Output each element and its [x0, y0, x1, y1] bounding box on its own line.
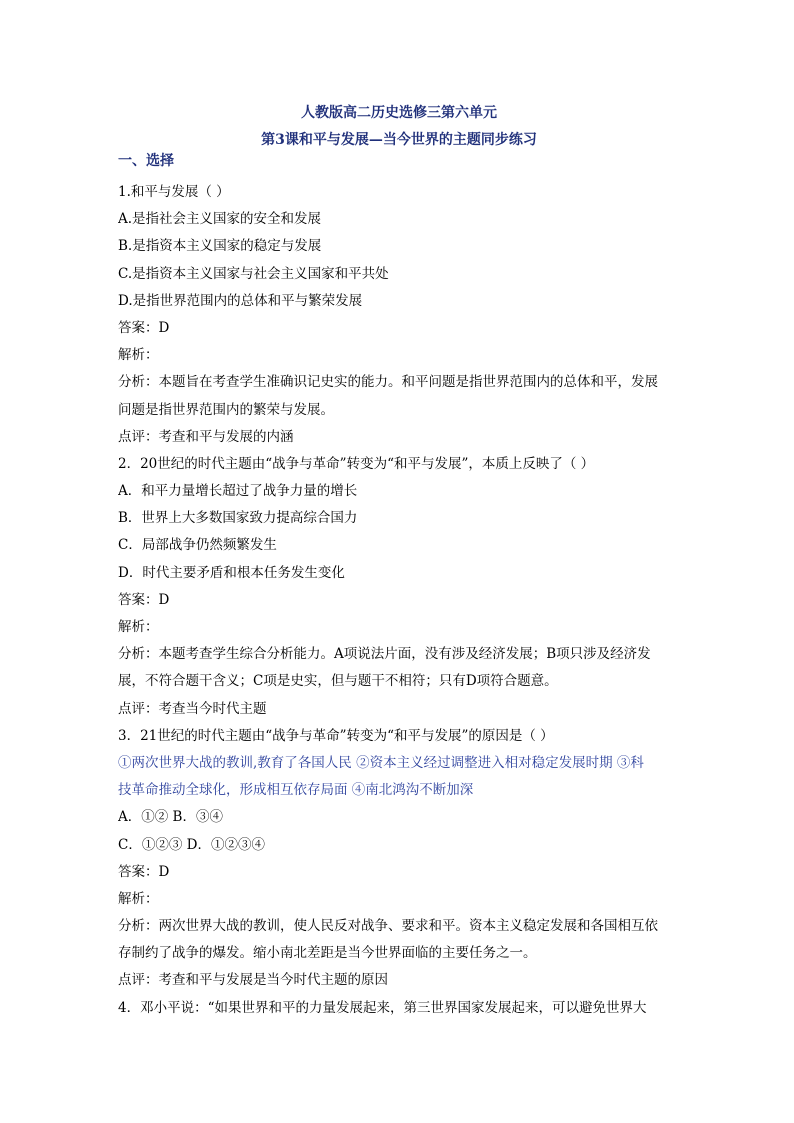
text-line: 解析：: [118, 619, 159, 635]
text-line: A．①② B．③④: [118, 809, 223, 826]
text-line: 存制约了战争的爆发。缩小南北差距是当今世界面临的主要任务之一。: [118, 945, 537, 962]
text-line: 1.和平与发展（ ）: [118, 184, 230, 200]
document-content: [118, 100, 680, 1022]
question-list: [118, 179, 680, 1022]
text-line: C.是指资本主义国家与社会主义国家和平共处: [118, 265, 389, 282]
document-subtitle: 第3课和平与发展—当今世界的主题同步练习: [261, 132, 537, 148]
text-line: 分析：两次世界大战的教训，使人民反对战争、要求和平。资本主义稳定发展和各国相互依: [118, 918, 658, 935]
text-line: 4．邓小平说：“如果世界和平的力量发展起来，第三世界国家发展起来，可以避免世界大: [118, 999, 647, 1016]
text-line: A．和平力量增长超过了战争力量的增长: [118, 483, 358, 500]
text-line: C．局部战争仍然频繁发生: [118, 537, 277, 554]
text-line: 分析：本题旨在考查学生准确识记史实的能力。和平问题是指世界范围内的总体和平，发展: [118, 374, 658, 391]
text-line: 展，不符合题干含义；C项是史实，但与题干不相符；只有D项符合题意。: [118, 673, 558, 690]
text-line: C．①②③ D．①②③④: [118, 836, 265, 853]
text-line: 解析：: [118, 890, 159, 907]
text-line: 问题是指世界范围内的繁荣与发展。: [118, 401, 334, 418]
text-line: 分析：本题考查学生综合分析能力。A项说法片面，没有涉及经济发展；B项只涉及经济发: [118, 646, 651, 663]
text-line: 点评：考查和平与发展的内涵: [118, 428, 294, 445]
text-line: B．世界上大多数国家致力提高综合国力: [118, 510, 358, 527]
text-line: 答案：D: [118, 591, 170, 608]
text-line: 解析：: [118, 347, 159, 364]
text-line: 答案：D: [118, 863, 170, 880]
text-line: 3．21世纪的时代主题由“战争与革命”转变为“和平与发展”的原因是（ ）: [118, 727, 554, 744]
text-line: 答案：D: [118, 319, 170, 336]
text-line: 点评：考查和平与发展是当今时代主题的原因: [118, 972, 388, 989]
document-title: 人教版高二历史选修三第六单元: [301, 105, 497, 121]
text-line: D.是指世界范围内的总体和平与繁荣发展: [118, 292, 363, 309]
section-heading: 一、选择: [118, 153, 174, 169]
text-line: B.是指资本主义国家的稳定与发展: [118, 238, 322, 255]
text-line: 2．20世纪的时代主题由“战争与革命”转变为“和平与发展”，本质上反映了（ ）: [118, 455, 595, 472]
text-line: D．时代主要矛盾和根本任务发生变化: [118, 564, 345, 581]
text-line: 技革命推动全球化，形成相互依存局面 ④南北鸿沟不断加深: [118, 782, 474, 799]
text-line: ①两次世界大战的教训,教育了各国人民 ②资本主义经过调整进入相对稳定发展时期 ③科: [118, 754, 644, 771]
text-line: A.是指社会主义国家的安全和发展: [118, 211, 322, 228]
text-line: 点评：考查当今时代主题: [118, 700, 267, 717]
